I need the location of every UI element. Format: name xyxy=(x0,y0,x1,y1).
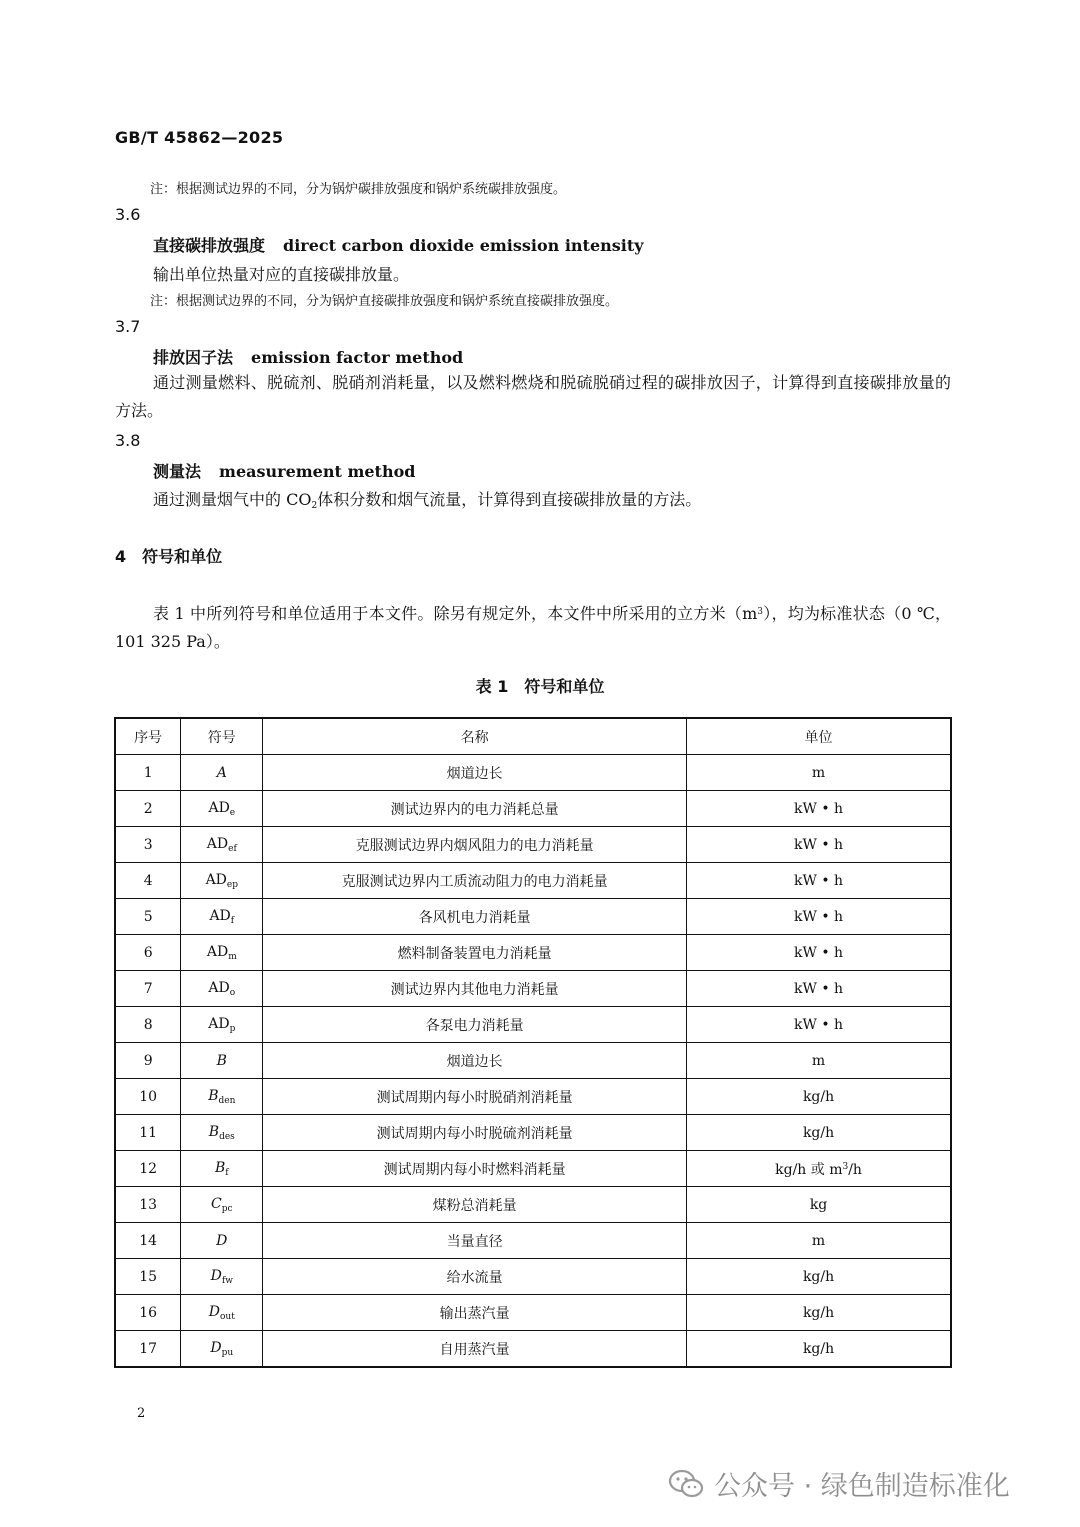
table-row xyxy=(115,791,951,827)
cell-name: 给水流量 xyxy=(263,1259,687,1295)
cell-unit xyxy=(687,1043,951,1079)
cell-name: 输出蒸汽量 xyxy=(263,1295,687,1331)
cell-name: 测试边界内的电力消耗总量 xyxy=(263,791,687,827)
symbol-subscript: f xyxy=(230,915,235,926)
cell-index: 9 xyxy=(115,1043,181,1079)
cell-name: 测试边界内其他电力消耗量 xyxy=(263,971,687,1007)
symbol-subscript: pc xyxy=(221,1203,233,1214)
cell-unit xyxy=(687,1331,951,1368)
cell-symbol xyxy=(181,1259,263,1295)
table-title xyxy=(0,674,1080,697)
unit-text: kg/h 或 m xyxy=(775,1161,843,1178)
symbol-main: D xyxy=(208,1303,220,1320)
cell-index: 6 xyxy=(115,935,181,971)
header-unit: 单位 xyxy=(687,718,951,755)
unit-text: kW • h xyxy=(794,944,844,961)
cell-index: 14 xyxy=(115,1223,181,1259)
cell-symbol xyxy=(181,791,263,827)
cell-unit xyxy=(687,791,951,827)
clause-number-3-7: 3.7 xyxy=(115,317,141,336)
table-row xyxy=(115,1151,951,1187)
cell-unit xyxy=(687,1079,951,1115)
term-3-6 xyxy=(153,233,644,256)
cell-index: 7 xyxy=(115,971,181,1007)
cell-symbol xyxy=(181,1043,263,1079)
header-name: 名称 xyxy=(263,718,687,755)
cell-index: 11 xyxy=(115,1115,181,1151)
cell-symbol xyxy=(181,1223,263,1259)
cell-index: 4 xyxy=(115,863,181,899)
cell-name: 各泵电力消耗量 xyxy=(263,1007,687,1043)
symbol-main: A xyxy=(216,764,227,781)
symbol-subscript: out xyxy=(219,1311,235,1322)
unit-text: kW • h xyxy=(794,980,844,997)
cell-symbol xyxy=(181,971,263,1007)
table-row xyxy=(115,899,951,935)
cell-symbol xyxy=(181,1151,263,1187)
section-heading-4 xyxy=(115,544,222,567)
symbols-table xyxy=(114,717,952,1368)
cell-index: 3 xyxy=(115,827,181,863)
symbol-main: AD xyxy=(208,1015,230,1032)
unit-text: kW • h xyxy=(794,1016,844,1033)
cell-index: 10 xyxy=(115,1079,181,1115)
unit-text: kg/h xyxy=(802,1268,835,1285)
cell-name: 当量直径 xyxy=(263,1223,687,1259)
cell-symbol xyxy=(181,1331,263,1368)
term-en: direct carbon dioxide emission intensity xyxy=(283,236,644,255)
symbol-subscript: p xyxy=(229,1023,236,1034)
cell-unit xyxy=(687,1151,951,1187)
cell-name: 烟道边长 xyxy=(263,1043,687,1079)
table-row xyxy=(115,1331,951,1368)
cell-symbol xyxy=(181,899,263,935)
table-row xyxy=(115,1115,951,1151)
cell-index: 16 xyxy=(115,1295,181,1331)
symbol-main: B xyxy=(208,1123,220,1140)
section-title: 符号和单位 xyxy=(142,547,223,566)
cell-symbol xyxy=(181,1007,263,1043)
intro-paragraph xyxy=(115,598,951,656)
cell-unit xyxy=(687,1223,951,1259)
table-number: 表 1 xyxy=(475,677,509,696)
watermark xyxy=(668,1464,1010,1503)
table-row xyxy=(115,1223,951,1259)
symbol-main: B xyxy=(208,1087,219,1104)
header-index: 序号 xyxy=(115,718,181,755)
clause-number-3-6: 3.6 xyxy=(115,205,141,224)
symbol-main: B xyxy=(214,1159,226,1176)
clause-number-3-8: 3.8 xyxy=(115,431,141,450)
table-row xyxy=(115,1079,951,1115)
table-row xyxy=(115,755,951,791)
cell-symbol xyxy=(181,1115,263,1151)
table-row xyxy=(115,1259,951,1295)
symbol-main: C xyxy=(211,1195,222,1212)
definition-3-8 xyxy=(153,487,701,511)
table-row xyxy=(115,1007,951,1043)
term-zh: 测量法 xyxy=(153,462,202,481)
intro-text: ），均为标准状态（0 ℃，101 325 Pa）。 xyxy=(115,604,951,651)
table-row xyxy=(115,827,951,863)
symbol-subscript: ep xyxy=(226,879,238,890)
cell-symbol xyxy=(181,1295,263,1331)
cell-index: 13 xyxy=(115,1187,181,1223)
note-35: 注：根据测试边界的不同，分为锅炉碳排放强度和锅炉系统碳排放强度。 xyxy=(150,182,567,197)
definition-text: 通过测量烟气中的 CO xyxy=(153,490,312,509)
cell-name: 测试周期内每小时脱硝剂消耗量 xyxy=(263,1079,687,1115)
table-row xyxy=(115,971,951,1007)
cell-symbol xyxy=(181,1079,263,1115)
unit-text: kg/h xyxy=(802,1340,835,1357)
symbol-subscript: e xyxy=(229,807,236,818)
watermark-text: 公众号 · 绿色制造标准化 xyxy=(714,1471,1010,1502)
table-row xyxy=(115,935,951,971)
unit-text: m xyxy=(811,1052,826,1069)
cell-name: 克服测试边界内工质流动阻力的电力消耗量 xyxy=(263,863,687,899)
cell-unit xyxy=(687,755,951,791)
cell-unit xyxy=(687,935,951,971)
table-row xyxy=(115,863,951,899)
unit-text: kW • h xyxy=(794,836,844,853)
symbol-main: AD xyxy=(208,979,230,996)
cell-index: 1 xyxy=(115,755,181,791)
cell-index: 2 xyxy=(115,791,181,827)
symbol-main: D xyxy=(210,1267,222,1284)
unit-text: kW • h xyxy=(794,908,844,925)
intro-text: 表 1 中所列符号和单位适用于本文件。除另有规定外，本文件中所采用的立方米（m xyxy=(153,604,758,623)
term-zh: 直接碳排放强度 xyxy=(153,236,266,255)
term-3-8 xyxy=(153,459,415,482)
cell-symbol xyxy=(181,1187,263,1223)
cell-unit xyxy=(687,1007,951,1043)
unit-text: kg/h xyxy=(802,1088,835,1105)
symbol-subscript: f xyxy=(225,1167,229,1178)
table-header-row xyxy=(115,718,951,755)
superscript: 3 xyxy=(757,607,763,617)
term-en: emission factor method xyxy=(251,348,464,367)
note-3-6: 注：根据测试边界的不同，分为锅炉直接碳排放强度和锅炉系统直接碳排放强度。 xyxy=(150,294,619,309)
cell-symbol xyxy=(181,755,263,791)
cell-unit xyxy=(687,1259,951,1295)
cell-name: 燃料制备装置电力消耗量 xyxy=(263,935,687,971)
term-zh: 排放因子法 xyxy=(153,348,234,367)
symbol-main: AD xyxy=(208,799,230,816)
cell-name: 自用蒸汽量 xyxy=(263,1331,687,1368)
symbol-subscript: des xyxy=(219,1131,235,1142)
table-row xyxy=(115,1295,951,1331)
cell-symbol xyxy=(181,827,263,863)
cell-unit xyxy=(687,899,951,935)
cell-unit xyxy=(687,863,951,899)
symbol-main: D xyxy=(216,1232,228,1249)
cell-name: 测试周期内每小时脱硫剂消耗量 xyxy=(263,1115,687,1151)
definition-text: 体积分数和烟气流量，计算得到直接碳排放量的方法。 xyxy=(317,490,702,509)
unit-text: kg xyxy=(809,1196,828,1213)
cell-unit xyxy=(687,1115,951,1151)
cell-unit xyxy=(687,1295,951,1331)
symbol-main: B xyxy=(216,1052,227,1069)
cell-symbol xyxy=(181,863,263,899)
unit-text: kW • h xyxy=(794,800,844,817)
unit-text: kW • h xyxy=(794,872,844,889)
cell-unit xyxy=(687,971,951,1007)
symbol-main: AD xyxy=(209,907,231,924)
cell-index: 17 xyxy=(115,1331,181,1368)
section-number: 4 xyxy=(115,547,127,566)
cell-name: 测试周期内每小时燃料消耗量 xyxy=(263,1151,687,1187)
symbol-main: D xyxy=(210,1339,222,1356)
symbol-subscript: ef xyxy=(228,843,237,854)
symbol-subscript: fw xyxy=(221,1275,233,1286)
cell-unit xyxy=(687,827,951,863)
table-row xyxy=(115,1187,951,1223)
cell-name: 煤粉总消耗量 xyxy=(263,1187,687,1223)
cell-name: 烟道边长 xyxy=(263,755,687,791)
symbol-subscript: pu xyxy=(221,1347,234,1358)
term-3-7 xyxy=(153,345,463,368)
symbol-main: AD xyxy=(206,835,229,852)
unit-text: kg/h xyxy=(802,1304,835,1321)
table-row xyxy=(115,1043,951,1079)
cell-index: 5 xyxy=(115,899,181,935)
cell-index: 15 xyxy=(115,1259,181,1295)
wechat-icon xyxy=(668,1469,704,1499)
term-en: measurement method xyxy=(219,462,416,481)
standard-code: GB/T 45862—2025 xyxy=(115,128,284,147)
table-body xyxy=(115,755,951,1368)
symbol-subscript: den xyxy=(218,1095,236,1106)
unit-text: m xyxy=(811,1232,826,1249)
unit-tail: /h xyxy=(848,1161,862,1178)
unit-superscript: 3 xyxy=(842,1161,849,1172)
header-symbol: 符号 xyxy=(181,718,263,755)
cell-name: 克服测试边界内烟风阻力的电力消耗量 xyxy=(263,827,687,863)
symbol-subscript: o xyxy=(229,987,236,998)
cell-unit xyxy=(687,1187,951,1223)
symbol-subscript: m xyxy=(228,951,237,962)
page-number: 2 xyxy=(137,1406,146,1421)
unit-text: kg/h xyxy=(802,1124,835,1141)
unit-text: m xyxy=(811,764,826,781)
symbol-main: AD xyxy=(206,943,229,960)
cell-symbol xyxy=(181,935,263,971)
definition-3-7: 通过测量燃料、脱硫剂、脱硝剂消耗量，以及燃料燃烧和脱硫脱硝过程的碳排放因子，计算得到直接碳排放量的方法。 xyxy=(115,373,951,420)
symbol-main: AD xyxy=(205,871,227,888)
cell-index: 12 xyxy=(115,1151,181,1187)
definition-3-6: 输出单位热量对应的直接碳排放量。 xyxy=(153,265,410,284)
cell-index: 8 xyxy=(115,1007,181,1043)
table-caption: 符号和单位 xyxy=(524,677,605,696)
subscript: 2 xyxy=(311,501,318,511)
cell-name: 各风机电力消耗量 xyxy=(263,899,687,935)
